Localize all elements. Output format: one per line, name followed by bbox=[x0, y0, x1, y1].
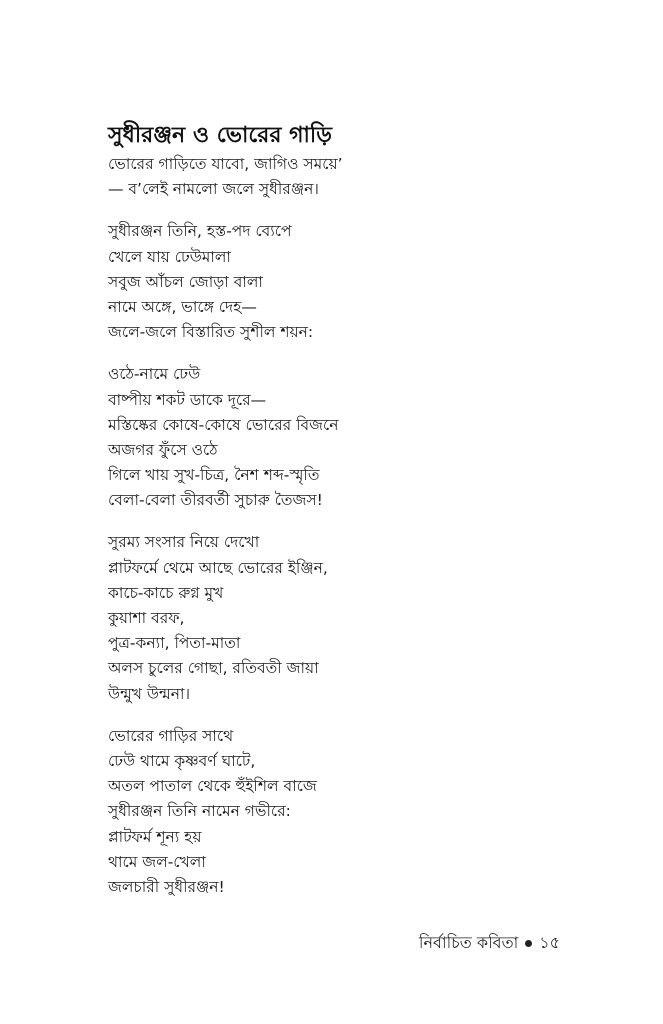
poem-line: — ব’লেই নামলো জলে সুধীরঞ্জন। bbox=[108, 180, 319, 199]
page-footer bbox=[419, 930, 560, 957]
stanza-5 bbox=[108, 724, 608, 900]
poem-line: বেলা-বেলা তীরবর্তী সুচারু তৈজস! bbox=[108, 491, 323, 510]
poem-line: মস্তিষ্কের কোষে-কোষে ভোরের বিজনে bbox=[108, 415, 339, 434]
poem-line: সুধীরঞ্জন তিনি নামেন গভীরে: bbox=[108, 802, 291, 821]
poem-line: উন্মুখ উন্মনা। bbox=[108, 684, 191, 703]
page-number: ১৫ bbox=[539, 933, 560, 952]
poem-line: ওঠে-নামে ঢেউ bbox=[108, 365, 201, 384]
stanza-1 bbox=[108, 152, 608, 202]
poem-line: গিলে খায় সুখ-চিত্র, নৈশ শব্দ-স্মৃতি bbox=[108, 466, 320, 485]
poem-line: বাষ্পীয় শকট ডাকে দূরে— bbox=[108, 390, 267, 409]
poem-line: অলস চুলের গোছা, রতিবতী জায়া bbox=[108, 659, 319, 678]
poem-line: খেলে যায় ঢেউমালা bbox=[108, 247, 231, 266]
poem-line: নামে অঙ্গে, ভাঙ্গে দেহ— bbox=[108, 297, 257, 316]
poem-line: সুরম্য সংসার নিয়ে দেখো bbox=[108, 533, 260, 552]
poem-line: জলচারী সুধীরঞ্জন! bbox=[108, 877, 225, 896]
poem-line: ঢেউ থামে কৃষ্ণবর্ণ ঘাটে, bbox=[108, 751, 256, 770]
poem-line: ভোরের গাড়ির সাথে bbox=[108, 726, 234, 745]
poem-line: থামে জল-খেলা bbox=[108, 852, 206, 871]
stanza-2 bbox=[108, 219, 608, 345]
stanza-3 bbox=[108, 362, 608, 513]
poem-line: ভোরের গাড়িতে যাবো, জাগিও সময়ে’ bbox=[108, 155, 343, 173]
book-title: নির্বাচিত কবিতা bbox=[418, 933, 519, 952]
poem-line: কুয়াশা বরফ, bbox=[108, 609, 185, 627]
poem-line: পুত্র-কন্যা, পিতা-মাতা bbox=[108, 634, 241, 653]
poem-line: সবুজ আঁচল জোড়া বালা bbox=[108, 272, 263, 291]
bullet-icon bbox=[525, 940, 532, 947]
poem-line: জলে-জলে বিস্তারিত সুশীল শয়ন: bbox=[108, 323, 314, 342]
poem-line: প্লাটফর্ম শূন্য হয় bbox=[108, 827, 202, 846]
poem-line: অতল পাতাল থেকে হুঁইশিল বাজে bbox=[108, 777, 317, 796]
stanza-4 bbox=[108, 530, 608, 706]
poem-line: সুধীরঞ্জন তিনি, হস্ত-পদ ব্যেপে bbox=[108, 222, 292, 241]
poem-line: কাচে-কাচে রুগ্ন মুখ bbox=[108, 583, 224, 602]
poem-body bbox=[108, 152, 608, 917]
poem-title: সুধীরঞ্জন ও ভোরের গাড়ি bbox=[108, 123, 332, 148]
poem-line: প্লাটফর্মে থেমে আছে ভোরের ইঞ্জিন, bbox=[108, 558, 328, 577]
poem-line: অজগর ফুঁসে ওঠে bbox=[108, 440, 218, 459]
